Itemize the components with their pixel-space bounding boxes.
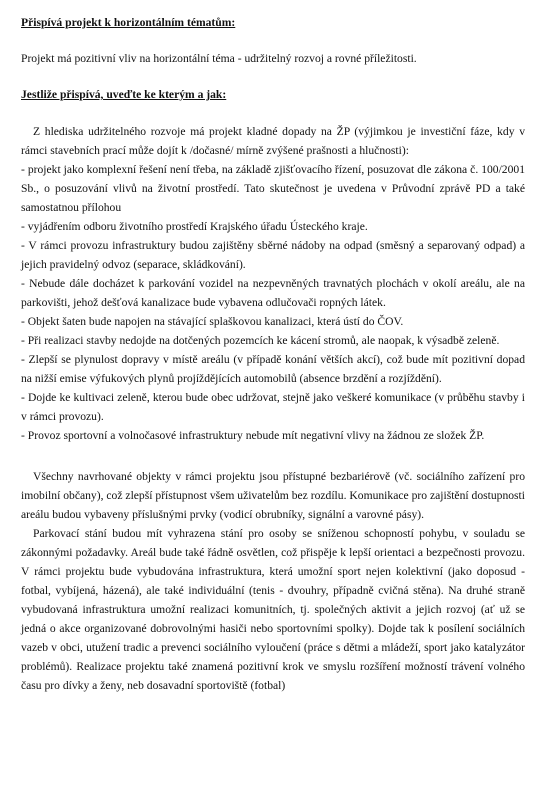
section-heading-horizontal-themes: Přispívá projekt k horizontálním tématům: <box>21 16 236 29</box>
list-item: - Nebude dále docházet k parkování vozidel na nezpevněných travnatých plochách v okolí areálu, ale na parkovišti, jehož dešťová kanalizace bude vybavena odlučovači ropných látek. <box>21 277 525 309</box>
list-item: - V rámci provozu infrastruktury budou zajištěny sběrné nádoby na odpad (směsný a separovaný odpad) a jejich pravidelný odvoz (separace, skládkování). <box>21 239 525 271</box>
social-paragraph: Parkovací stání budou mít vyhrazena stání pro osoby se sníženou schopností pohybu, v souladu se zákonnými požadavky. Areál bude také řádně osvětlen, což přispěje k lepší orientaci a bezpečnosti provozu. V rámci projektu bude vybudována infrastruktura, která umožní sport nejen kolektivní (jako doposud - fotbal, vybíjená, házená), ale také individuální (tenis - dvouhry, případně cvičná stěna). Na druhé straně vybudovaná infrastruktura umožní realizaci komunitních, tj. společných aktivit a jejich rozvoj (ať už se jedná o akce organizované dobrovolnými hasiči nebo sportovními spolky). Dojde tak k posílení sociálních vazeb v obci, utužení tradic a prevenci sociálního vyloučení (práce s dětmi a mládeží, sport jako katalyzátor problémů). Realizace projektu také znamená pozitivní krok ve smyslu rozšíření možností trávení volného času pro dívky a ženy, neb dosavadní sportoviště (fotbal) <box>21 527 525 692</box>
list-item: - Při realizaci stavby nedojde na dotčených pozemcích ke kácení stromů, ale naopak, k výsadbě zeleně. <box>21 334 500 347</box>
list-item: - Dojde ke kultivaci zeleně, kterou bude obec udržovat, stejně jako veškeré komunikace (v průběhu stavby i v rámci provozu). <box>21 391 525 423</box>
intro-paragraph: Z hlediska udržitelného rozvoje má projekt kladné dopady na ŽP (výjimkou je investiční fáze, kdy v rámci stavebních prací může dojít k /dočasné/ mírně zvýšené prašnosti a hlučnosti): <box>21 125 525 157</box>
list-item: - Objekt šaten bude napojen na stávající splaškovou kanalizaci, která ústí do ČOV. <box>21 315 404 328</box>
list-item: - Provoz sportovní a volnočasové infrastruktury nebude mít negativní vlivy na žádnou ze složek ŽP. <box>21 429 485 442</box>
section-heading-contribution: Jestliže přispívá, uveďte ke kterým a jak: <box>21 88 227 101</box>
list-item: - vyjádřením odboru životního prostředí Krajského úřadu Ústeckého kraje. <box>21 220 368 233</box>
spacer <box>21 445 525 467</box>
accessibility-paragraph: Všechny navrhované objekty v rámci projektu jsou přístupné bezbariérově (vč. sociálního zařízení pro imobilní občany), což zlepší přístupnost všem uživatelům bez rozdílu. Komunikace pro zajištění dostupnosti areálu budou vybaveny příslušnými prvky (vodicí obrubníky, signální a varovné pásy). <box>21 470 525 521</box>
list-item: - Zlepší se plynulost dopravy v místě areálu (v případě konání větších akcí), což bude mít pozitivní dopad na nižší emise výfukových plynů projíždějících automobilů (absence brzdění a rozjíždění). <box>21 353 525 385</box>
list-item: - projekt jako komplexní řešení není třeba, na základě zjišťovacího řízení, posuzovat dle zákona č. 100/2001 Sb., o posuzování vlivů na životní prostředí. Tato skutečnost je uvedena v Průvodní zprávě PD a také samostatnou přílohou <box>21 163 525 214</box>
impact-list <box>21 160 525 445</box>
horizontal-themes-statement: Projekt má pozitivní vliv na horizontální téma - udržitelný rozvoj a rovné příležitosti. <box>21 52 417 65</box>
